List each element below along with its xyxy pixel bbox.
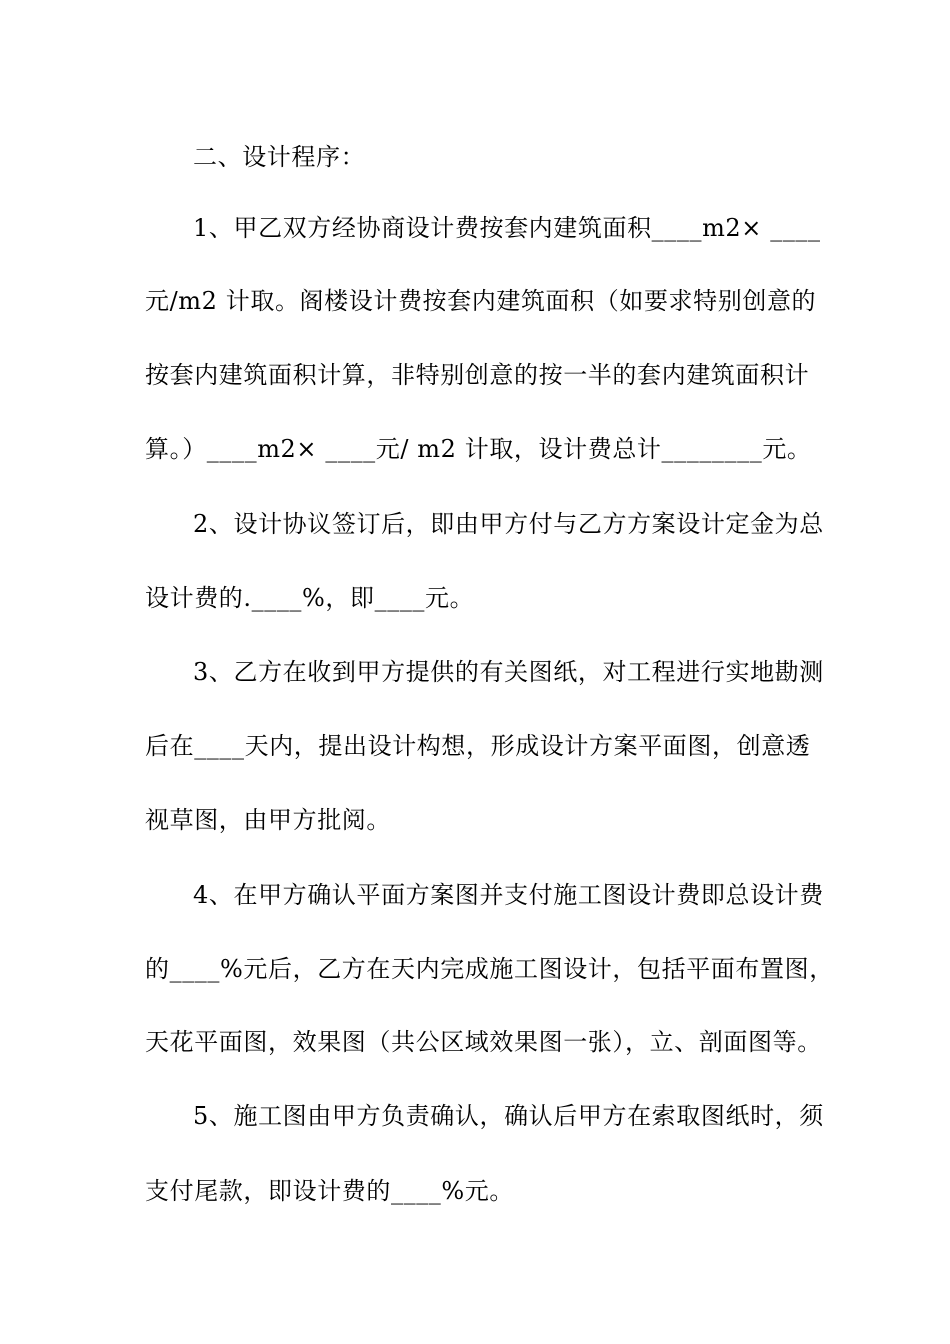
paragraph-5-line-1: 5、施工图由甲方负责确认，确认后甲方在索取图纸时，须 — [193, 1102, 824, 1130]
paragraph-3-line-1: 3、乙方在收到甲方提供的有关图纸，对工程进行实地勘测 — [193, 658, 824, 686]
paragraph-2-line-1: 2、设计协议签订后，即由甲方付与乙方方案设计定金为总 — [193, 510, 824, 538]
paragraph-4-line-2: 的____%元后，乙方在天内完成施工图设计，包括平面布置图， — [145, 955, 834, 983]
paragraph-3-line-2: 后在____天内，提出设计构想，形成设计方案平面图，创意透 — [145, 732, 811, 760]
paragraph-2-line-2: 设计费的.____%，即____元。 — [145, 584, 475, 612]
paragraph-4-line-3: 天花平面图，效果图（共公区域效果图一张），立、剖面图等。 — [145, 1028, 822, 1056]
paragraph-1-line-3: 按套内建筑面积计算，非特别创意的按一半的套内建筑面积计 — [145, 361, 810, 389]
paragraph-3-line-3: 视草图，由甲方批阅。 — [145, 806, 391, 834]
paragraph-1-line-2: 元/m2 计取。阁楼设计费按套内建筑面积（如要求特别创意的 — [145, 287, 817, 315]
section-heading: 二、设计程序： — [193, 143, 366, 171]
paragraph-1-line-4: 算。）____m2× ____元/ m2 计取，设计费总计________元。 — [145, 435, 812, 463]
paragraph-5-line-2: 支付尾款，即设计费的____%元。 — [145, 1177, 515, 1205]
paragraph-1-line-1: 1、甲乙双方经协商设计费按套内建筑面积____m2× ____ — [193, 214, 821, 242]
paragraph-4-line-1: 4、在甲方确认平面方案图并支付施工图设计费即总设计费 — [193, 881, 824, 909]
